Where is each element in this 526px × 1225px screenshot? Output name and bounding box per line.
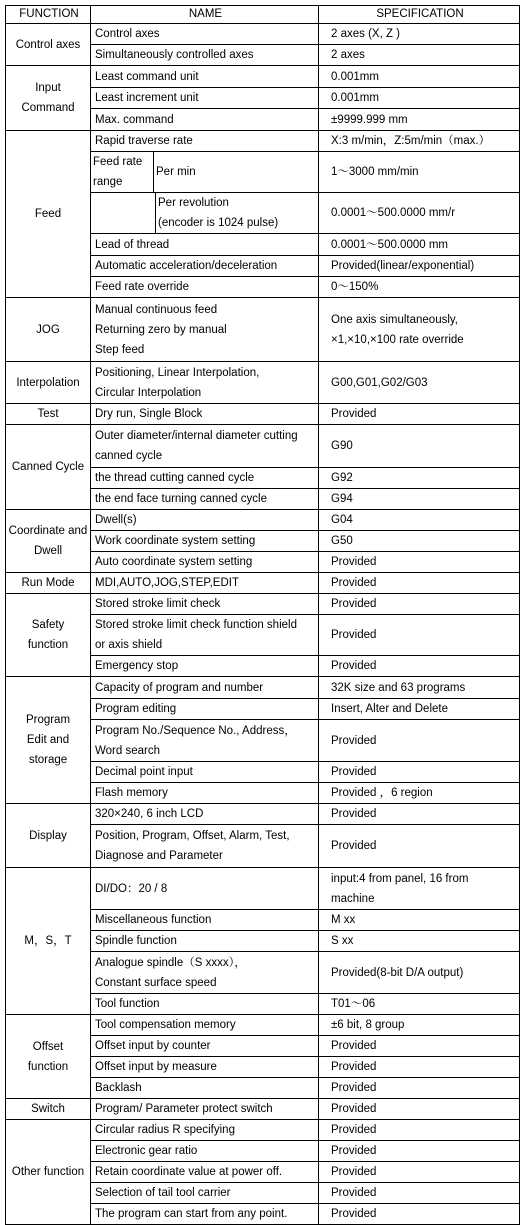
spec-cell: 2 axes: [319, 45, 520, 66]
name-cell: Dwell(s): [91, 510, 319, 531]
table-row: [6, 868, 520, 910]
spec-cell: 0.0001～500.0000 mm/r: [319, 193, 520, 234]
spec-cell: Provided: [319, 1183, 520, 1204]
function-cell: Switch: [6, 1099, 91, 1120]
spec-cell: T01～06: [319, 994, 520, 1015]
spec-cell: M xx: [319, 910, 520, 931]
name-cell: Program editing: [91, 699, 319, 720]
spec-cell: Provided: [319, 720, 520, 762]
name-cell: Emergency stop: [91, 656, 319, 677]
spec-cell: G94: [319, 489, 520, 510]
sub-name-cell: Per min: [156, 166, 196, 178]
spec-cell: Provided: [319, 615, 520, 656]
header-specification: SPECIFICATION: [319, 6, 520, 24]
name-cell: Backlash: [91, 1078, 319, 1099]
spec-cell: Provided: [319, 762, 520, 783]
name-cell: [91, 193, 319, 234]
spec-cell: Provided: [319, 825, 520, 868]
table-row: [6, 594, 520, 615]
name-cell: Auto coordinate system setting: [91, 552, 319, 573]
spec-cell: G50: [319, 531, 520, 552]
name-cell: Dry run, Single Block: [91, 404, 319, 425]
name-cell: Feed rate override: [91, 277, 319, 298]
spec-cell: Insert, Alter and Delete: [319, 699, 520, 720]
function-cell: Other function: [6, 1120, 91, 1225]
spec-cell: Provided: [319, 656, 520, 677]
spec-cell: One axis simultaneously, ×1,×10,×100 rate override: [319, 298, 520, 362]
function-cell: Feed: [6, 131, 91, 298]
spec-cell: 0.0001～500.0000 mm: [319, 234, 520, 256]
name-cell: Control axes: [91, 24, 319, 45]
subgroup-spacer: [91, 193, 156, 233]
spec-cell: Provided: [319, 1099, 520, 1120]
table-body: [6, 24, 520, 1225]
spec-cell: G90: [319, 425, 520, 468]
table-row: [6, 425, 520, 468]
name-cell: the thread cutting canned cycle: [91, 468, 319, 489]
subgroup-label: Feed rate range: [91, 152, 154, 192]
name-cell: Offset input by counter: [91, 1036, 319, 1057]
function-cell: Safety function: [6, 594, 91, 677]
name-cell: Position, Program, Offset, Alarm, Test, Diagnose and Parameter: [91, 825, 319, 868]
spec-cell: G00,G01,G02/G03: [319, 362, 520, 404]
spec-cell: Provided: [319, 1057, 520, 1078]
spec-cell: Provided: [319, 1036, 520, 1057]
name-cell: Max. command: [91, 109, 319, 131]
name-cell: 320×240, 6 inch LCD: [91, 804, 319, 825]
spec-cell: Provided: [319, 1141, 520, 1162]
table-row: [6, 573, 520, 594]
name-cell: Tool function: [91, 994, 319, 1015]
table-row: [6, 362, 520, 404]
name-cell: Spindle function: [91, 931, 319, 952]
spec-cell: ±6 bit, 8 group: [319, 1015, 520, 1036]
spec-cell: Provided(8-bit D/A output): [319, 952, 520, 994]
table-row: [6, 66, 520, 88]
name-cell: Program No./Sequence No., Address， Word search: [91, 720, 319, 762]
spec-cell: 1～3000 mm/min: [319, 152, 520, 193]
spec-cell: G92: [319, 468, 520, 489]
name-cell: Least increment unit: [91, 88, 319, 109]
name-cell: MDI,AUTO,JOG,STEP,EDIT: [91, 573, 319, 594]
spec-cell: Provided ，6 region: [319, 783, 520, 804]
name-cell: The program can start from any point.: [91, 1204, 319, 1225]
table-row: [6, 510, 520, 531]
spec-cell: input:4 from panel, 16 from machine: [319, 868, 520, 910]
header-function: FUNCTION: [6, 6, 91, 24]
function-cell: Display: [6, 804, 91, 868]
function-cell: Program Edit and storage: [6, 677, 91, 804]
name-cell: Least command unit: [91, 66, 319, 88]
name-cell: Circular radius R specifying: [91, 1120, 319, 1141]
function-cell: JOG: [6, 298, 91, 362]
spec-cell: Provided: [319, 1204, 520, 1225]
function-cell: Control axes: [6, 24, 91, 66]
name-cell: Stored stroke limit check: [91, 594, 319, 615]
function-cell: Canned Cycle: [6, 425, 91, 510]
header-name: NAME: [91, 6, 319, 24]
spec-cell: Provided: [319, 804, 520, 825]
function-cell: M，S，T: [6, 868, 91, 1015]
table-row: [6, 131, 520, 152]
spec-cell: G04: [319, 510, 520, 531]
spec-cell: 2 axes (X, Z ): [319, 24, 520, 45]
name-cell: Capacity of program and number: [91, 677, 319, 699]
spec-cell: 0.001mm: [319, 66, 520, 88]
name-cell: the end face turning canned cycle: [91, 489, 319, 510]
name-cell: Outer diameter/internal diameter cutting canned cycle: [91, 425, 319, 468]
name-cell: Electronic gear ratio: [91, 1141, 319, 1162]
spec-cell: Provided: [319, 404, 520, 425]
name-cell: Rapid traverse rate: [91, 131, 319, 152]
name-cell: Decimal point input: [91, 762, 319, 783]
spec-cell: X:3 m/min，Z:5m/min（max.）: [319, 131, 520, 152]
spec-cell: Provided: [319, 1120, 520, 1141]
function-cell: Run Mode: [6, 573, 91, 594]
name-cell: Manual continuous feed Returning zero by manual Step feed: [91, 298, 319, 362]
spec-cell: S xx: [319, 931, 520, 952]
name-cell: Selection of tail tool carrier: [91, 1183, 319, 1204]
sub-name-cell: Per revolution (encoder is 1024 pulse): [158, 197, 279, 229]
table-row: [6, 1015, 520, 1036]
function-cell: Input Command: [6, 66, 91, 131]
name-cell: Simultaneously controlled axes: [91, 45, 319, 66]
name-cell: Tool compensation memory: [91, 1015, 319, 1036]
spec-cell: Provided: [319, 594, 520, 615]
table-row: [6, 1120, 520, 1141]
name-cell: Offset input by measure: [91, 1057, 319, 1078]
spec-cell: 0.001mm: [319, 88, 520, 109]
spec-cell: Provided: [319, 573, 520, 594]
name-cell: [91, 152, 319, 193]
spec-cell: 32K size and 63 programs: [319, 677, 520, 699]
header-row: [6, 6, 520, 24]
table-row: [6, 404, 520, 425]
name-cell: Lead of thread: [91, 234, 319, 256]
spec-cell: Provided: [319, 1162, 520, 1183]
table-row: [6, 1099, 520, 1120]
name-cell: Miscellaneous function: [91, 910, 319, 931]
spec-cell: Provided(linear/exponential): [319, 256, 520, 277]
spec-cell: 0～150%: [319, 277, 520, 298]
name-cell: DI/DO：20 / 8: [91, 868, 319, 910]
name-cell: Retain coordinate value at power off.: [91, 1162, 319, 1183]
function-cell: Interpolation: [6, 362, 91, 404]
function-cell: Test: [6, 404, 91, 425]
table-row: [6, 298, 520, 362]
name-cell: Work coordinate system setting: [91, 531, 319, 552]
name-cell: Stored stroke limit check function shield or axis shield: [91, 615, 319, 656]
spec-cell: Provided: [319, 1078, 520, 1099]
name-cell: Automatic acceleration/deceleration: [91, 256, 319, 277]
name-cell: Flash memory: [91, 783, 319, 804]
spec-cell: ±9999.999 mm: [319, 109, 520, 131]
function-cell: Offset function: [6, 1015, 91, 1099]
table-row: [6, 24, 520, 45]
function-cell: Coordinate and Dwell: [6, 510, 91, 573]
name-cell: Analogue spindle（S xxxx）， Constant surface speed: [91, 952, 319, 994]
specification-table: [5, 5, 520, 1225]
spec-cell: Provided: [319, 552, 520, 573]
name-cell: Positioning, Linear Interpolation, Circular Interpolation: [91, 362, 319, 404]
table-row: [6, 677, 520, 699]
name-cell: Program/ Parameter protect switch: [91, 1099, 319, 1120]
table-row: [6, 804, 520, 825]
